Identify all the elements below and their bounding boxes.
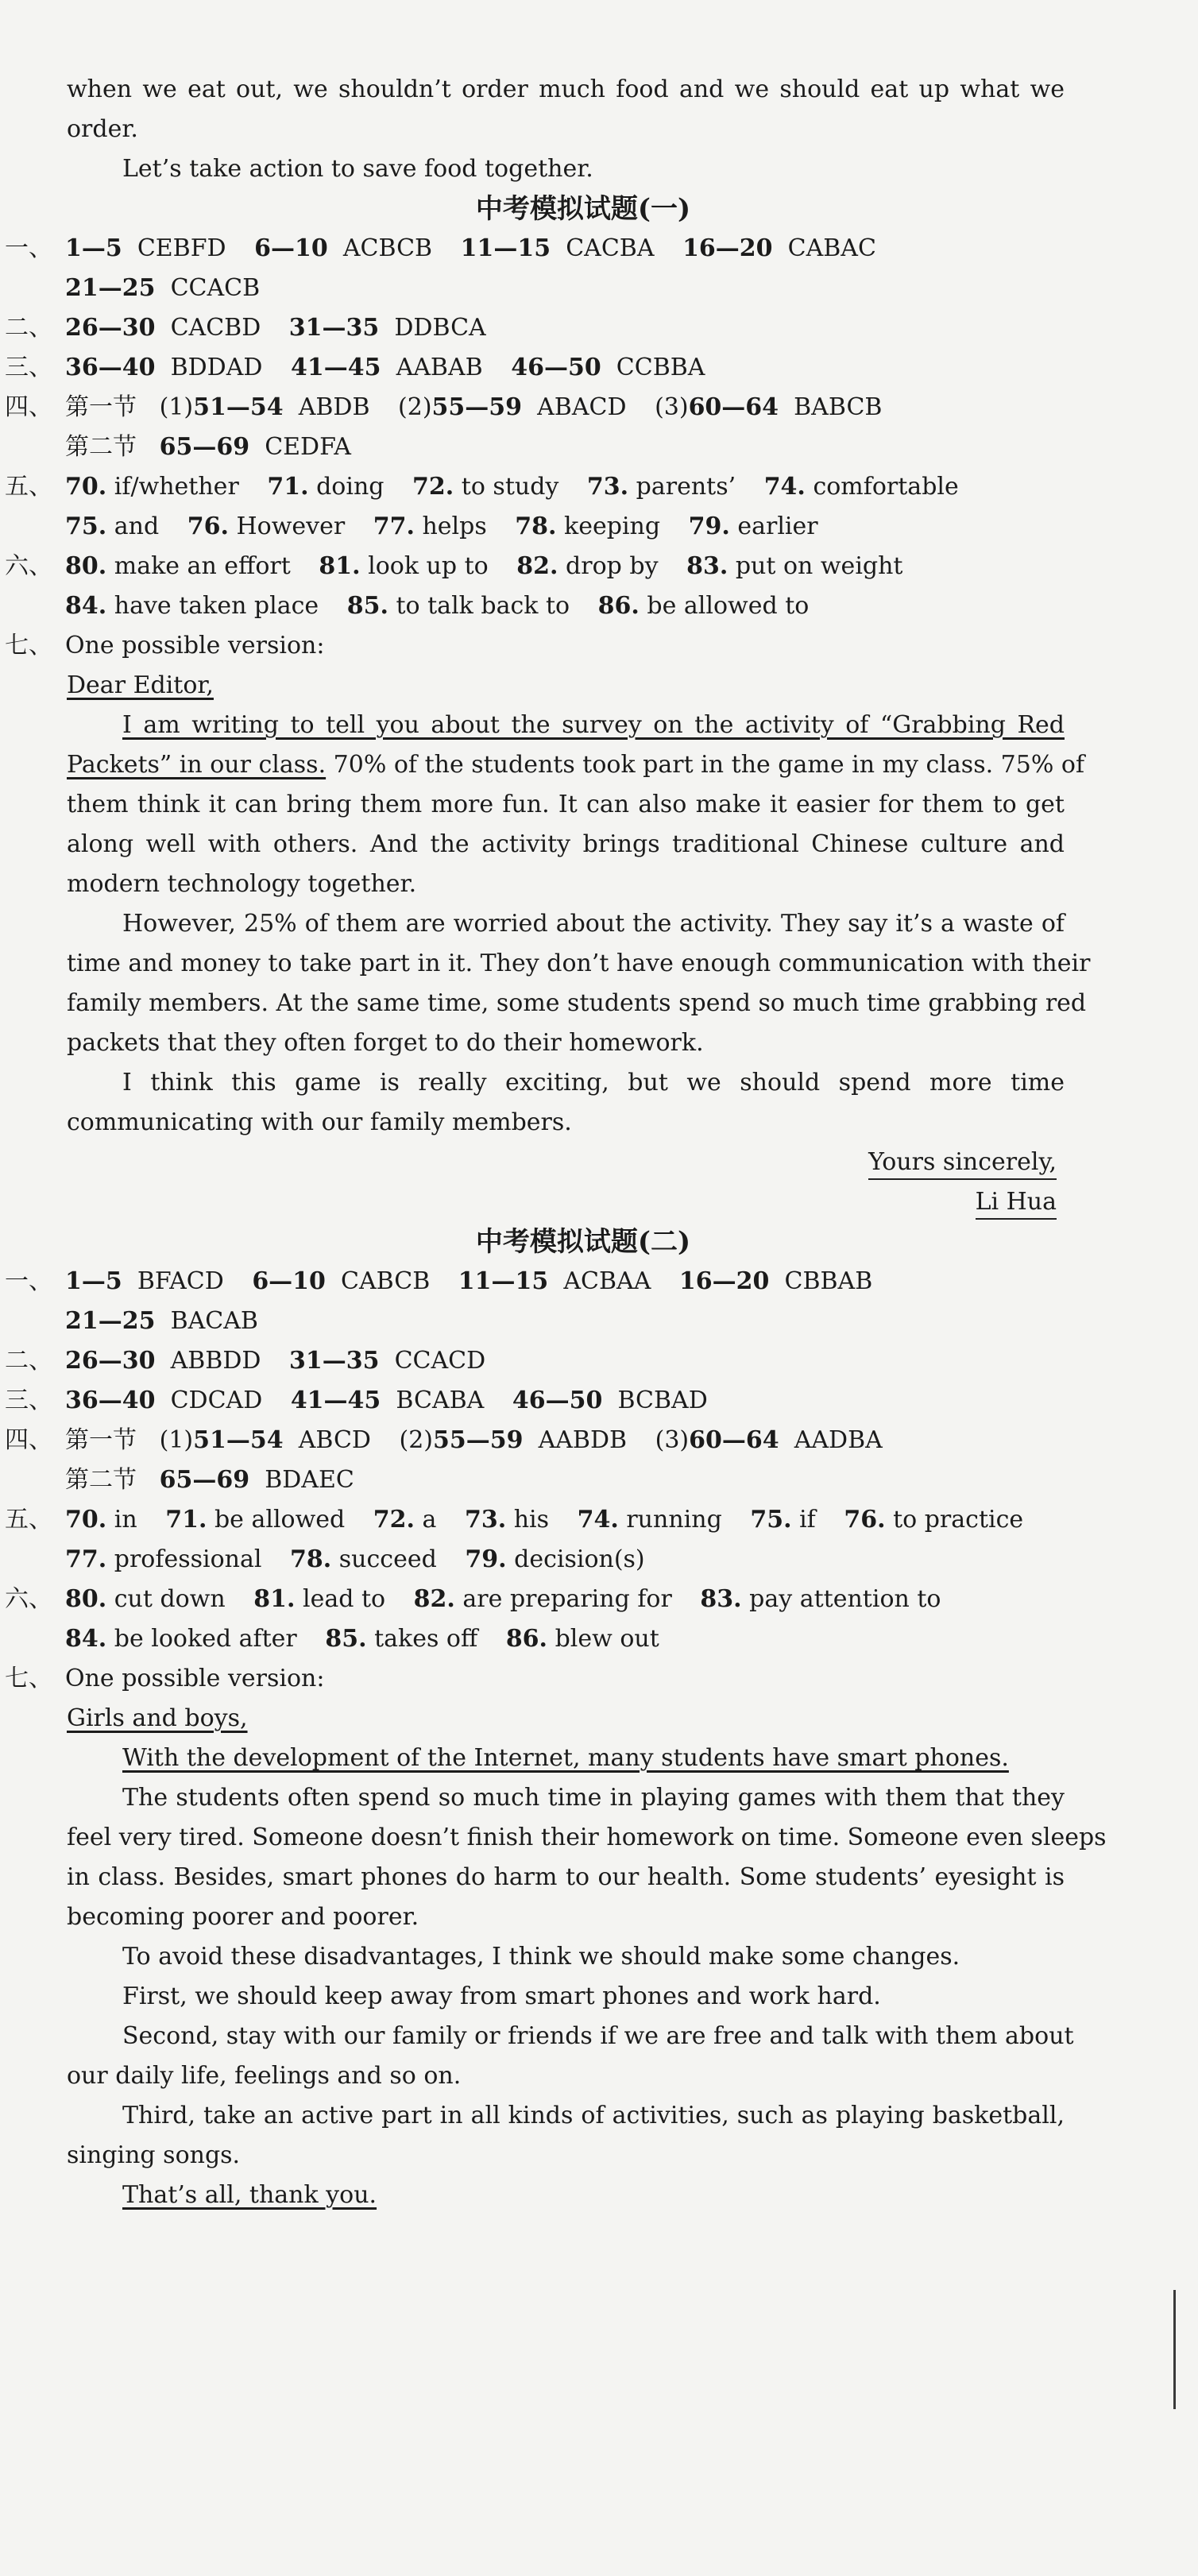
test2-section-6 [0, 1580, 1198, 1619]
qnum: 78. [515, 512, 557, 540]
qnum: 82. [516, 552, 558, 580]
qnum: 78. [290, 1545, 332, 1573]
section-number: 五、 [5, 473, 52, 501]
qnum: 73. [586, 473, 629, 501]
qnum: 72. [373, 1506, 415, 1534]
essay-line: packets that they often forget to do their homework. [67, 1029, 704, 1057]
answer: to study [461, 473, 559, 501]
section-number: 四、 [5, 1426, 52, 1454]
answers: BDDAD [170, 354, 263, 381]
underlined-text: With the development of the Internet, many students have smart phones. [122, 1744, 1009, 1772]
range: 36—40 [65, 1387, 156, 1414]
test1-section-3 [0, 348, 1198, 388]
part-index: (1) [159, 393, 194, 421]
test2-section-6-cont [0, 1619, 1198, 1659]
part-index: (1) [159, 1426, 194, 1454]
test2-section-7 [0, 1659, 1198, 1699]
essay-line: Second, stay with our family or friends if we are free and talk with them about [122, 2022, 1074, 2050]
test1-section-5-cont [0, 507, 1198, 547]
letter-closing [0, 1143, 1198, 1182]
range: 65—69 [159, 433, 250, 461]
qnum: 70. [65, 473, 107, 501]
answer: succeed [338, 1545, 437, 1573]
test2-section-5 [0, 1500, 1198, 1540]
answers: CACBD [170, 314, 261, 342]
range: 31—35 [289, 1347, 380, 1375]
answers: CEDFA [265, 433, 351, 461]
test1-section-5 [0, 467, 1198, 507]
range: 55—59 [431, 393, 523, 421]
range: 31—35 [288, 314, 380, 342]
essay-line [0, 745, 1085, 785]
answers: CCACD [394, 1347, 486, 1375]
answer: earlier [737, 512, 818, 540]
answer: if [799, 1506, 816, 1534]
essay-line: The students often spend so much time in playing games with them that they [122, 1784, 1065, 1812]
intro-line: Let’s take action to save food together. [122, 155, 593, 183]
qnum: 83. [686, 552, 728, 580]
essay-line [0, 2176, 1198, 2215]
answer: if/whether [114, 473, 239, 501]
answers: ABCD [298, 1426, 371, 1454]
answers: CDCAD [170, 1387, 263, 1414]
answers: BABCB [794, 393, 883, 421]
qnum: 79. [465, 1545, 507, 1573]
qnum: 76. [844, 1506, 886, 1534]
answer: are preparing for [462, 1585, 672, 1613]
answer: put on weight [735, 552, 903, 580]
answer: blew out [555, 1625, 659, 1653]
essay-text: 70% of the students took part in the game in my class. 75% of [326, 751, 1085, 779]
answer: doing [316, 473, 385, 501]
test2-section-4-cont [0, 1460, 1198, 1500]
range: 26—30 [65, 1347, 156, 1375]
answers: CABAC [787, 234, 876, 262]
test2-section-5-cont [0, 1540, 1198, 1580]
answer: be looked after [114, 1625, 297, 1653]
answers: CCACB [170, 274, 261, 302]
section-number: 七、 [5, 1665, 52, 1692]
range: 60—64 [689, 1426, 779, 1454]
answers: BFACD [137, 1267, 224, 1295]
answers: ABACD [537, 393, 627, 421]
answer: parents’ [636, 473, 736, 501]
essay-line: time and money to take part in it. They don’t have enough communication with their [67, 950, 1091, 977]
qnum: 85. [325, 1625, 367, 1653]
essay-line: modern technology together. [67, 870, 417, 898]
part-index: (3) [655, 1426, 690, 1454]
qnum: 80. [65, 1585, 107, 1613]
qnum: 76. [187, 512, 229, 540]
essay-line: First, we should keep away from smart phones and work hard. [122, 1982, 881, 2010]
qnum: 70. [65, 1506, 107, 1534]
test2-section-1 [0, 1262, 1198, 1302]
range: 36—40 [65, 354, 156, 381]
range: 51—54 [193, 1426, 284, 1454]
answer: to practice [893, 1506, 1024, 1534]
section-number: 四、 [5, 393, 52, 421]
answer: cut down [114, 1585, 226, 1613]
range: 41—45 [291, 354, 381, 381]
qnum: 71. [165, 1506, 207, 1534]
signature-name: Li Hua [976, 1186, 1057, 1220]
answers: CBBAB [784, 1267, 873, 1295]
qnum: 85. [346, 592, 388, 620]
range: 11—15 [458, 1267, 549, 1295]
greeting-text: Dear Editor, [67, 671, 214, 699]
answer: a [422, 1506, 437, 1534]
essay-line: singing songs. [67, 2141, 241, 2169]
answer: be allowed to [647, 592, 810, 620]
range: 55—59 [433, 1426, 524, 1454]
qnum: 72. [412, 473, 454, 501]
answers: BCBAD [617, 1387, 708, 1414]
answers: CEBFD [137, 234, 226, 262]
qnum: 71. [267, 473, 309, 501]
essay-line: Third, take an active part in all kinds of activities, such as playing basketball, [122, 2102, 1065, 2129]
answer: to talk back to [396, 592, 570, 620]
part-index: (2) [398, 393, 432, 421]
range: 51—54 [193, 393, 284, 421]
answer: drop by [566, 552, 659, 580]
qnum: 82. [413, 1585, 455, 1613]
answer: takes off [374, 1625, 478, 1653]
qnum: 81. [253, 1585, 296, 1613]
closing-text: Yours sincerely, [868, 1147, 1057, 1180]
test2-section-2 [0, 1341, 1198, 1381]
qnum: 75. [65, 512, 107, 540]
letter-signature [0, 1182, 1198, 1222]
range: 21—25 [65, 274, 156, 302]
essay-line: in class. Besides, smart phones do harm to our health. Some students’ eyesight is [67, 1863, 1065, 1891]
section-number: 六、 [5, 552, 52, 580]
answer: However [236, 512, 346, 540]
qnum: 74. [763, 473, 806, 501]
test2-section-4 [0, 1421, 1198, 1460]
answer: in [114, 1506, 137, 1534]
underlined-text: That’s all, thank you. [122, 2181, 377, 2209]
qnum: 73. [464, 1506, 507, 1534]
answer: his [513, 1506, 550, 1534]
range: 46—50 [511, 354, 601, 381]
answer: have taken place [114, 592, 319, 620]
test1-section-1 [0, 229, 1198, 269]
part-index: (3) [655, 393, 689, 421]
essay-line: them think it can bring them more fun. It can also make it easier for them to get [67, 791, 1065, 818]
qnum: 84. [65, 1625, 107, 1653]
range: 46—50 [512, 1387, 603, 1414]
answers: AABDB [538, 1426, 628, 1454]
answer: decision(s) [514, 1545, 645, 1573]
essay-line: feel very tired. Someone doesn’t finish their homework on time. Someone even sleeps [67, 1824, 1107, 1851]
qnum: 74. [577, 1506, 619, 1534]
test1-section-4-cont [0, 427, 1198, 467]
answers: ABDB [298, 393, 370, 421]
test1-section-4 [0, 388, 1198, 427]
letter-greeting [0, 666, 1198, 706]
answers: ACBAA [563, 1267, 651, 1295]
range: 6—10 [254, 234, 328, 262]
answers: BDAEC [265, 1466, 354, 1494]
range: 16—20 [682, 234, 773, 262]
range: 41—45 [290, 1387, 381, 1414]
answers: CABCB [341, 1267, 431, 1295]
answers: ACBCB [342, 234, 433, 262]
qnum: 79. [688, 512, 730, 540]
section-number: 七、 [5, 632, 52, 659]
range: 16—20 [678, 1267, 770, 1295]
qnum: 81. [319, 552, 361, 580]
test1-section-1-cont [0, 269, 1198, 308]
qnum: 83. [700, 1585, 742, 1613]
answers: AABAB [396, 354, 483, 381]
section-number: 二、 [5, 1347, 52, 1375]
answer: comfortable [813, 473, 959, 501]
part-label: 第一节 [65, 1426, 137, 1454]
qnum: 77. [65, 1545, 107, 1573]
qnum: 86. [597, 592, 640, 620]
answer: and [114, 512, 160, 540]
range: 11—15 [460, 234, 551, 262]
essay-line: communicating with our family members. [67, 1108, 572, 1136]
greeting-text: Girls and boys, [67, 1704, 248, 1732]
range: 21—25 [65, 1307, 156, 1335]
range: 6—10 [252, 1267, 326, 1295]
part-label: 第二节 [65, 433, 137, 461]
answer: pay attention to [749, 1585, 941, 1613]
page-edge-mark [1173, 2290, 1176, 2409]
section-number: 三、 [5, 1387, 52, 1414]
part-index: (2) [399, 1426, 434, 1454]
test1-title: 中考模拟试题(一) [475, 193, 691, 225]
test1-section-6 [0, 547, 1198, 586]
test2-section-1-cont [0, 1302, 1198, 1341]
section-number: 五、 [5, 1506, 52, 1534]
essay-line: To avoid these disadvantages, I think we should make some changes. [122, 1943, 960, 1971]
answer: running [626, 1506, 722, 1534]
part-label: 第二节 [65, 1466, 137, 1494]
qnum: 80. [65, 552, 107, 580]
section-number: 三、 [5, 354, 52, 381]
range: 1—5 [65, 234, 122, 262]
qnum: 77. [373, 512, 415, 540]
section-label: One possible version: [65, 632, 325, 659]
answers: AADBA [794, 1426, 883, 1454]
range: 1—5 [65, 1267, 122, 1295]
essay-line: I think this game is really exciting, but we should spend more time [122, 1069, 1065, 1097]
section-label: One possible version: [65, 1665, 325, 1692]
test1-section-2 [0, 308, 1198, 348]
essay-line: family members. At the same time, some students spend so much time grabbing red [67, 989, 1087, 1017]
essay-line: along well with others. And the activity brings traditional Chinese culture and [67, 830, 1065, 858]
answers: ABBDD [170, 1347, 261, 1375]
essay-line: However, 25% of them are worried about the activity. They say it’s a waste of [122, 910, 1065, 938]
essay-line: our daily life, feelings and so on. [67, 2062, 462, 2090]
range: 65—69 [159, 1466, 250, 1494]
intro-line: order. [67, 115, 138, 143]
essay-line [0, 1739, 1198, 1778]
test1-section-6-cont [0, 586, 1198, 626]
answers: BCABA [396, 1387, 485, 1414]
qnum: 75. [750, 1506, 792, 1534]
test1-section-7 [0, 626, 1198, 666]
answers: BACAB [170, 1307, 258, 1335]
answer: look up to [368, 552, 489, 580]
section-number: 二、 [5, 314, 52, 342]
speech-greeting [0, 1699, 1198, 1739]
range: 26—30 [65, 314, 156, 342]
section-number: 六、 [5, 1585, 52, 1613]
answer: be allowed [214, 1506, 346, 1534]
section-number: 一、 [5, 1267, 52, 1295]
answer: make an effort [114, 552, 291, 580]
test2-section-3 [0, 1381, 1198, 1421]
essay-line: I am writing to tell you about the survey on the activity of “Grabbing Red [122, 711, 1065, 739]
section-number: 一、 [5, 234, 52, 262]
answer: lead to [303, 1585, 386, 1613]
test2-title: 中考模拟试题(二) [475, 1226, 691, 1258]
part-label: 第一节 [65, 393, 137, 421]
answers: CACBA [566, 234, 655, 262]
qnum: 84. [65, 592, 107, 620]
answer: professional [114, 1545, 262, 1573]
essay-line: becoming poorer and poorer. [67, 1903, 419, 1931]
underlined-text: Packets” in our class. [67, 751, 327, 779]
answers: DDBCA [394, 314, 486, 342]
answer-page [0, 70, 1198, 2215]
answers: CCBBA [616, 354, 705, 381]
range: 60—64 [688, 393, 779, 421]
qnum: 86. [505, 1625, 548, 1653]
answer: keeping [564, 512, 661, 540]
intro-line: when we eat out, we shouldn’t order much food and we should eat up what we [67, 75, 1065, 103]
answer: helps [422, 512, 487, 540]
